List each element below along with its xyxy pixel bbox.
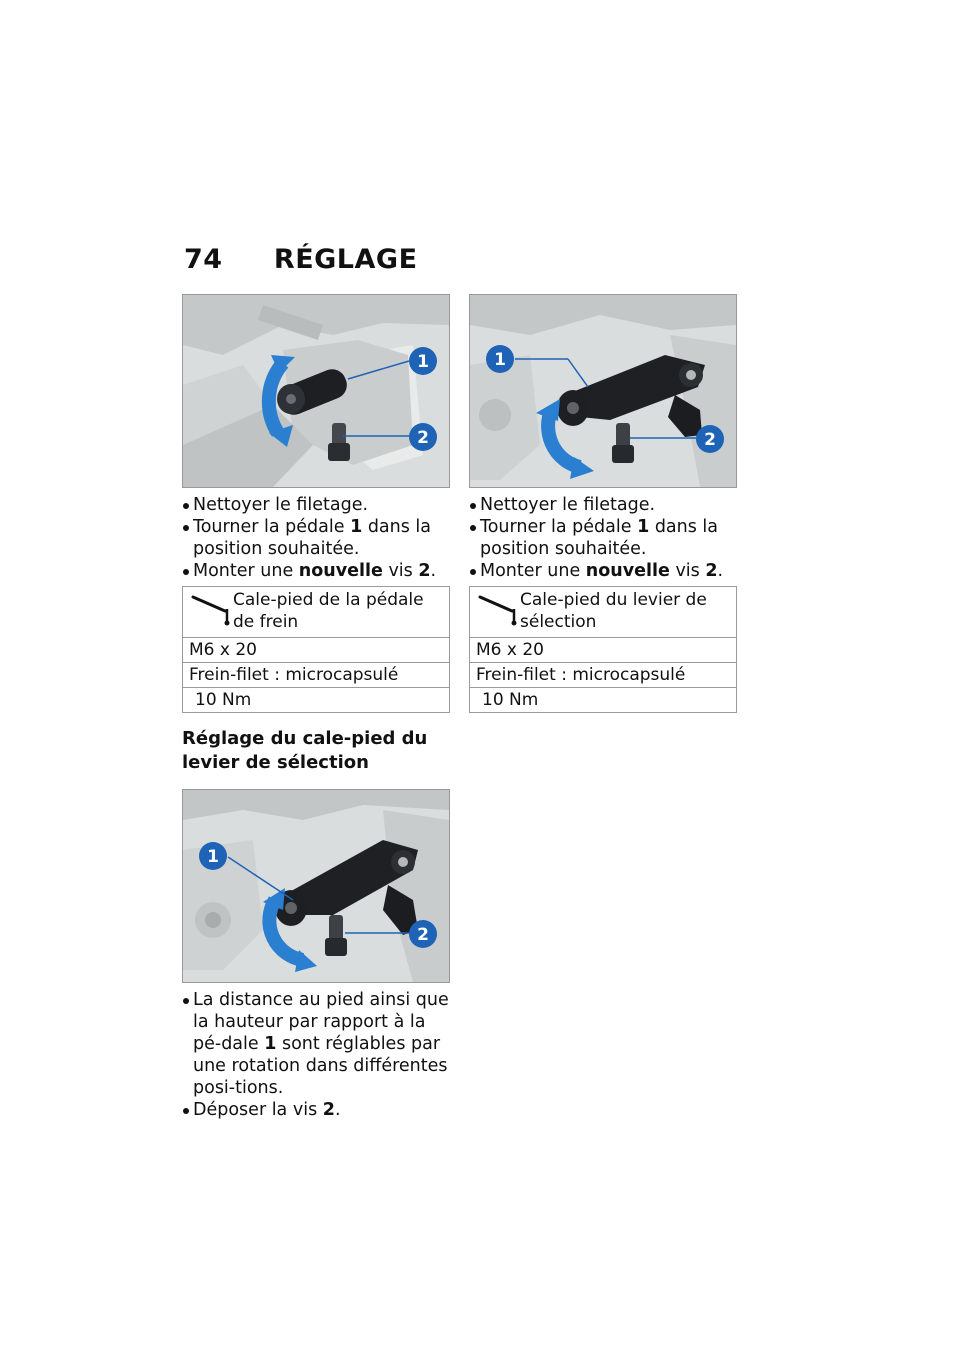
spec-locking: Frein-filet : microcapsulé	[470, 663, 736, 688]
right-steps	[469, 494, 737, 582]
right-column	[469, 294, 737, 713]
list-item: La distance au pied ainsi que la hauteur par rapport à la pé-dale 1 sont réglables par une rotation dans différentes posi-tions.	[182, 989, 450, 1099]
list-item: Monter une nouvelle vis 2.	[469, 560, 737, 582]
section-heading: Réglage du cale-pied du levier de sélection	[182, 728, 428, 773]
page-number: 74	[184, 244, 223, 275]
spec-label: Cale-pied de la pédale de frein	[233, 590, 424, 632]
list-item: Tourner la pédale 1 dans la position souhaitée.	[182, 516, 450, 560]
page-title: RÉGLAGE	[273, 244, 418, 275]
torque-wrench-icon	[189, 589, 233, 629]
spec-size: M6 x 20	[183, 638, 449, 663]
list-item: Nettoyer le filetage.	[182, 494, 450, 516]
callout-1: 1	[207, 847, 219, 867]
callout-1: 1	[494, 350, 506, 370]
left-steps	[182, 494, 450, 582]
list-item: Nettoyer le filetage.	[469, 494, 737, 516]
list-item: Tourner la pédale 1 dans la position souhaitée.	[469, 516, 737, 560]
adjust-steps	[182, 989, 450, 1121]
torque-spec-table	[469, 586, 737, 713]
spec-locking: Frein-filet : microcapsulé	[183, 663, 449, 688]
torque-spec-table	[182, 586, 450, 713]
spec-size: M6 x 20	[470, 638, 736, 663]
shift-footrest-illustration	[470, 295, 736, 487]
photo-shift-footrest	[469, 294, 737, 488]
callout-2: 2	[417, 925, 429, 945]
spec-header	[183, 587, 449, 638]
list-item: Déposer la vis 2.	[182, 1099, 450, 1121]
spec-torque: 10 Nm	[195, 690, 252, 710]
spec-header	[470, 587, 736, 638]
spec-label: Cale-pied du levier de sélection	[520, 590, 707, 632]
photo-shift-footrest-adjust	[182, 789, 450, 983]
page-header	[184, 244, 418, 275]
brake-footrest-illustration	[183, 295, 449, 487]
callout-2: 2	[704, 430, 716, 450]
callout-1: 1	[417, 352, 429, 372]
photo-brake-footrest	[182, 294, 450, 488]
callout-2: 2	[417, 428, 429, 448]
shift-footrest-adjust-illustration	[183, 790, 449, 982]
spec-torque: 10 Nm	[482, 690, 539, 710]
list-item: Monter une nouvelle vis 2.	[182, 560, 450, 582]
torque-wrench-icon	[476, 589, 520, 629]
left-column	[182, 294, 450, 1121]
